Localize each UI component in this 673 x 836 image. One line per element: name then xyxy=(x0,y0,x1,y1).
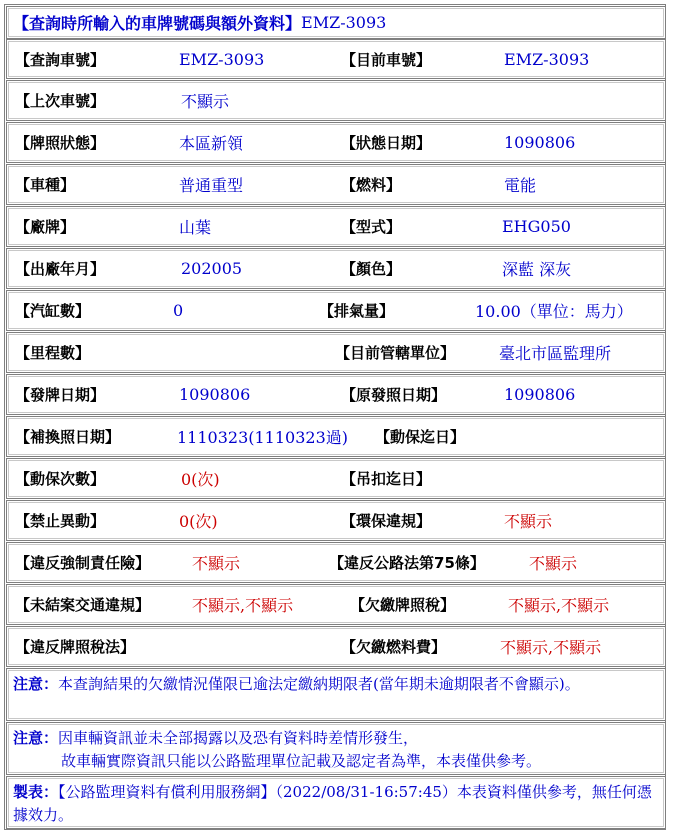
model-value: EHG050 xyxy=(502,217,571,236)
reissue-date-value: 1110323(1110323過) xyxy=(177,428,349,447)
note-producer xyxy=(6,776,666,829)
note-disclaimer xyxy=(6,722,666,775)
license-status-label: 【牌照狀態】 xyxy=(15,134,106,152)
note-producer-text: 【公路監理資料有償利用服務網】（2022/08/31-16:57:45）本表資料僅供參考，無任何憑據效力。 xyxy=(13,783,652,824)
note-arrears xyxy=(6,668,666,721)
query-title-row xyxy=(6,6,666,39)
row-mortgage-count xyxy=(6,458,666,499)
query-plate: EMZ-3093 xyxy=(301,13,387,32)
status-date-label: 【狀態日期】 xyxy=(341,134,432,152)
brand-value: 山葉 xyxy=(179,218,212,237)
row-reissue-date xyxy=(6,416,666,457)
note-producer-label: 製表： xyxy=(13,783,59,801)
original-issue-date-label: 【原發照日期】 xyxy=(341,386,447,404)
previous-plate-value: 不顯示 xyxy=(181,92,230,111)
license-status-value: 本區新領 xyxy=(179,134,244,153)
note-disclaimer-line1: 因車輛資訊並未全部揭露以及恐有資料時差情形發生， xyxy=(58,729,419,747)
row-license-status xyxy=(6,122,666,163)
jurisdiction-label: 【目前管轄單位】 xyxy=(335,344,456,362)
row-brand xyxy=(6,206,666,247)
original-issue-date-value: 1090806 xyxy=(504,385,576,404)
row-license-tax-violation xyxy=(6,626,666,667)
transfer-ban-value: 0(次) xyxy=(179,512,218,531)
query-plate-label: 【查詢車號】 xyxy=(15,50,106,69)
note-disclaimer-line2: 故車輛實際資訊只能以公路監理單位記載及認定者為準，本表僅供參考。 xyxy=(61,752,542,770)
issue-date-label: 【發牌日期】 xyxy=(15,386,106,404)
row-traffic-violation xyxy=(6,584,666,625)
query-plate-value: EMZ-3093 xyxy=(179,49,265,69)
manufacture-date-label: 【出廠年月】 xyxy=(15,260,106,278)
cylinders-label: 【汽缸數】 xyxy=(15,302,91,320)
color-value: 深藍 深灰 xyxy=(502,260,572,279)
highway-act-violation-label: 【違反公路法第75條】 xyxy=(329,554,485,572)
note-arrears-text: 本查詢結果的欠繳情況僅限已逾法定繳納期限者(當年期未逾期限者不會顯示)。 xyxy=(58,675,580,693)
jurisdiction-value: 臺北市區監理所 xyxy=(499,344,612,363)
cylinders-value: 0 xyxy=(173,301,184,320)
fuel-fee-due-label: 【欠繳燃料費】 xyxy=(341,638,447,656)
vehicle-type-value: 普通重型 xyxy=(179,176,244,195)
row-transfer-ban xyxy=(6,500,666,541)
mortgage-count-value: 0(次) xyxy=(181,470,220,489)
displacement-label: 【排氣量】 xyxy=(319,302,395,320)
row-plate xyxy=(6,39,666,79)
traffic-violation-value: 不顯示,不顯示 xyxy=(192,596,294,615)
row-vehicle-type xyxy=(6,164,666,205)
row-previous-plate xyxy=(6,80,666,121)
manufacture-date-value: 202005 xyxy=(181,259,243,278)
reissue-date-label: 【補換照日期】 xyxy=(15,428,121,446)
environmental-violation-value: 不顯示 xyxy=(504,512,553,531)
fuel-label: 【燃料】 xyxy=(341,176,402,194)
fuel-fee-due-value: 不顯示,不顯示 xyxy=(500,638,602,657)
environmental-violation-label: 【環保違規】 xyxy=(341,512,432,530)
row-cylinders xyxy=(6,290,666,331)
note-arrears-label: 注意： xyxy=(13,675,59,693)
status-date-value: 1090806 xyxy=(504,133,576,152)
insurance-violation-value: 不顯示 xyxy=(192,554,241,573)
model-label: 【型式】 xyxy=(341,218,402,236)
fuel-value: 電能 xyxy=(504,176,537,195)
note-disclaimer-label: 注意： xyxy=(13,729,59,747)
row-mileage xyxy=(6,332,666,373)
license-tax-due-value: 不顯示,不顯示 xyxy=(508,596,610,615)
license-tax-due-label: 【欠繳牌照稅】 xyxy=(350,596,456,614)
previous-plate-label: 【上次車號】 xyxy=(15,92,106,110)
traffic-violation-label: 【未結案交通違規】 xyxy=(15,596,151,614)
insurance-violation-label: 【違反強制責任險】 xyxy=(15,554,151,572)
query-title: 【查詢時所輸入的車牌號碼與額外資料】 EMZ-3093 xyxy=(13,13,387,33)
displacement-value: 10.00（單位：馬力） xyxy=(475,302,633,321)
chattel-mortgage-end-label: 【動保迄日】 xyxy=(375,428,466,446)
vehicle-type-label: 【車種】 xyxy=(15,176,76,194)
transfer-ban-label: 【禁止異動】 xyxy=(15,512,106,530)
row-insurance-violation xyxy=(6,542,666,583)
suspension-end-label: 【吊扣迄日】 xyxy=(341,470,432,488)
brand-label: 【廠牌】 xyxy=(15,218,76,236)
mileage-label: 【里程數】 xyxy=(15,344,91,362)
highway-act-violation-value: 不顯示 xyxy=(529,554,578,573)
color-label: 【顏色】 xyxy=(341,260,402,278)
row-manufacture-date xyxy=(6,248,666,289)
current-plate-label: 【目前車號】 xyxy=(341,50,432,69)
issue-date-value: 1090806 xyxy=(179,385,251,404)
license-tax-violation-label: 【違反牌照稅法】 xyxy=(15,638,136,656)
current-plate-value: EMZ-3093 xyxy=(504,49,590,69)
mortgage-count-label: 【動保次數】 xyxy=(15,470,106,488)
row-issue-date xyxy=(6,374,666,415)
